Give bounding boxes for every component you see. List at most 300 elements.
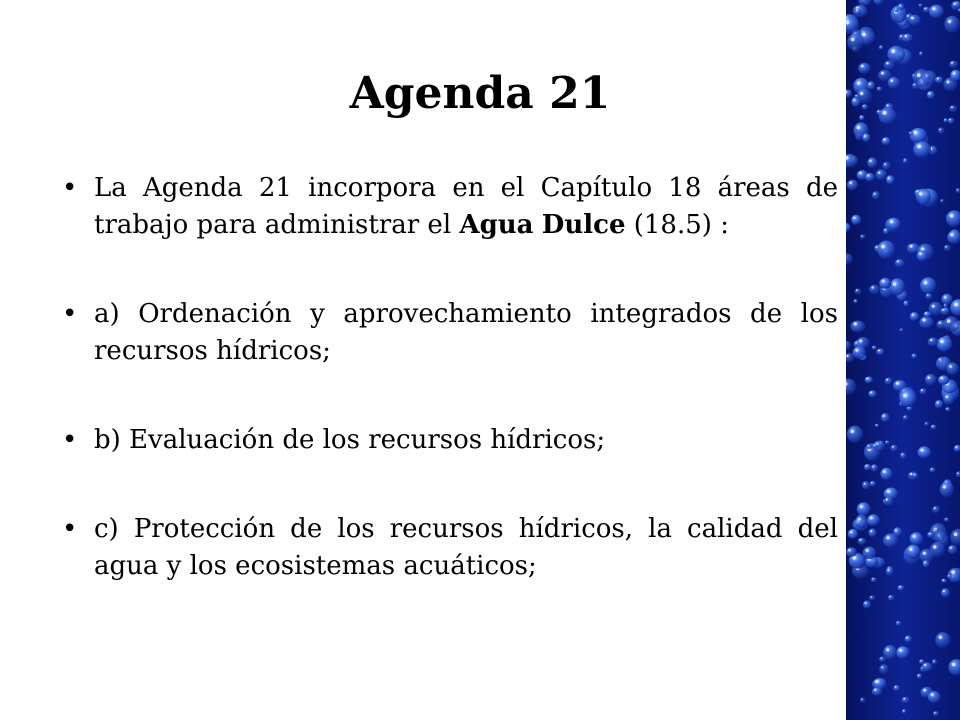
water-drop bbox=[925, 293, 932, 299]
water-drop bbox=[872, 687, 882, 696]
water-drop bbox=[944, 118, 948, 122]
water-drop-highlight bbox=[950, 214, 954, 218]
water-drop-highlight bbox=[866, 378, 868, 380]
water-drop bbox=[947, 362, 959, 375]
water-drop-highlight bbox=[883, 415, 885, 417]
water-drop-highlight bbox=[927, 294, 929, 296]
water-drop-highlight bbox=[930, 339, 932, 341]
water-drop bbox=[919, 316, 933, 329]
water-drop bbox=[848, 529, 858, 539]
water-drop bbox=[886, 568, 894, 576]
water-drop-highlight bbox=[875, 680, 878, 683]
water-drop-highlight bbox=[952, 663, 956, 667]
water-drop-highlight bbox=[866, 465, 868, 467]
list-item bbox=[60, 511, 838, 585]
list-item bbox=[60, 170, 838, 244]
water-drop bbox=[931, 425, 937, 430]
water-drop bbox=[858, 538, 867, 545]
bullet-list bbox=[60, 170, 838, 637]
water-drop-highlight bbox=[861, 235, 862, 236]
water-drop-highlight bbox=[957, 189, 958, 190]
water-drop bbox=[937, 337, 952, 352]
water-drop-highlight bbox=[900, 35, 902, 37]
water-drop-highlight bbox=[911, 17, 914, 20]
water-drop bbox=[866, 444, 872, 449]
water-drop-highlight bbox=[946, 396, 948, 398]
water-drop-highlight bbox=[920, 660, 921, 661]
water-drop bbox=[896, 646, 909, 659]
water-drop-highlight bbox=[934, 507, 936, 509]
water-drop bbox=[879, 278, 891, 289]
water-drop-highlight bbox=[934, 712, 935, 713]
water-drop bbox=[924, 311, 932, 317]
water-drop-highlight bbox=[935, 528, 936, 529]
water-drop bbox=[847, 426, 863, 443]
water-drop-highlight bbox=[851, 38, 855, 42]
water-drop bbox=[895, 259, 905, 267]
water-drop-highlight bbox=[948, 575, 949, 576]
bold-text: Agua bbox=[459, 210, 534, 240]
water-drop-highlight bbox=[848, 549, 850, 551]
water-drop-highlight bbox=[860, 505, 863, 508]
water-drop-highlight bbox=[878, 111, 879, 112]
water-drop-highlight bbox=[888, 177, 890, 179]
water-drop bbox=[879, 108, 897, 125]
water-drop-highlight bbox=[925, 423, 926, 424]
water-drop-highlight bbox=[881, 245, 885, 249]
water-drop-highlight bbox=[859, 539, 861, 541]
water-drop-highlight bbox=[849, 182, 851, 184]
water-drop bbox=[902, 697, 910, 704]
water-drop-highlight bbox=[914, 474, 915, 475]
water-drop-highlight bbox=[933, 661, 934, 662]
water-drop-highlight bbox=[954, 303, 958, 307]
water-drop bbox=[920, 388, 927, 394]
water-drop-highlight bbox=[906, 637, 908, 639]
water-drop bbox=[893, 685, 900, 691]
water-drop bbox=[932, 506, 940, 514]
water-drop-highlight bbox=[947, 319, 951, 323]
water-drop bbox=[890, 278, 905, 295]
water-drop-highlight bbox=[886, 499, 888, 501]
water-drop bbox=[942, 294, 953, 305]
water-drop-highlight bbox=[859, 339, 862, 342]
water-drop-highlight bbox=[873, 346, 874, 347]
water-drop-highlight bbox=[937, 78, 939, 80]
water-drop-highlight bbox=[948, 20, 951, 23]
water-drop bbox=[860, 698, 865, 703]
water-drop bbox=[911, 354, 917, 359]
water-drop bbox=[919, 52, 923, 56]
water-drop-highlight bbox=[853, 217, 855, 219]
water-drop-highlight bbox=[874, 689, 876, 691]
water-drop-highlight bbox=[880, 46, 881, 47]
water-drop bbox=[883, 533, 898, 547]
water-drop bbox=[941, 588, 950, 598]
water-drop bbox=[898, 3, 904, 10]
water-drop-highlight bbox=[945, 518, 946, 519]
water-drop bbox=[930, 467, 936, 472]
water-drop bbox=[927, 532, 934, 538]
water-drop bbox=[905, 636, 912, 643]
water-drop bbox=[847, 33, 863, 51]
water-drop-highlight bbox=[907, 15, 909, 17]
water-drop bbox=[879, 45, 884, 49]
water-drop-highlight bbox=[903, 710, 904, 711]
water-drop-highlight bbox=[872, 466, 874, 468]
water-drop-highlight bbox=[943, 579, 944, 580]
water-drop-highlight bbox=[955, 446, 957, 448]
water-drop-highlight bbox=[870, 392, 872, 394]
water-drop bbox=[868, 528, 876, 537]
water-drop-highlight bbox=[876, 246, 878, 248]
water-drop bbox=[864, 464, 872, 470]
water-drop-highlight bbox=[882, 111, 886, 115]
water-drop-highlight bbox=[886, 62, 888, 64]
water-drop bbox=[918, 446, 931, 458]
water-drop-highlight bbox=[925, 8, 927, 10]
water-drop bbox=[855, 8, 861, 15]
water-drop bbox=[935, 400, 943, 408]
water-drop bbox=[894, 8, 898, 12]
water-drop-highlight bbox=[862, 33, 866, 37]
water-drop-highlight bbox=[931, 693, 934, 696]
water-drop-highlight bbox=[945, 119, 946, 120]
water-drop-highlight bbox=[882, 280, 885, 283]
bullet-text: c) Protección de los recursos hídricos, la calidad del agua y los ecosistemas acuáticos; bbox=[94, 514, 838, 581]
water-drop-highlight bbox=[889, 596, 890, 597]
water-drop-highlight bbox=[899, 649, 902, 652]
bullet-icon: • bbox=[62, 173, 78, 203]
water-drop-highlight bbox=[943, 485, 946, 488]
water-drop-highlight bbox=[886, 648, 889, 651]
water-drop bbox=[863, 547, 876, 560]
water-drop-highlight bbox=[883, 139, 885, 141]
bullet-icon: • bbox=[62, 514, 78, 544]
water-drop bbox=[879, 664, 888, 674]
water-drop bbox=[940, 308, 949, 316]
water-drop-highlight bbox=[913, 535, 916, 538]
water-drop bbox=[846, 547, 857, 557]
water-drop-highlight bbox=[950, 233, 953, 236]
water-drop-highlight bbox=[945, 246, 947, 248]
water-drop bbox=[916, 189, 931, 205]
water-drop-highlight bbox=[865, 602, 867, 604]
water-drop bbox=[920, 277, 936, 294]
water-drop-highlight bbox=[919, 253, 921, 255]
water-drop-highlight bbox=[928, 93, 930, 95]
water-drop-highlight bbox=[897, 622, 898, 623]
water-drop-highlight bbox=[856, 290, 858, 292]
water-drop-highlight bbox=[951, 106, 953, 108]
water-drop-highlight bbox=[846, 355, 848, 357]
water-drop-highlight bbox=[874, 444, 875, 445]
water-drop-highlight bbox=[883, 471, 886, 474]
water-drop bbox=[863, 601, 871, 609]
water-drop-highlight bbox=[922, 318, 925, 321]
water-drop-highlight bbox=[899, 586, 900, 587]
water-drop bbox=[862, 133, 870, 142]
water-drop-highlight bbox=[905, 35, 907, 37]
water-drop-highlight bbox=[924, 664, 926, 666]
water-drop-highlight bbox=[893, 282, 896, 285]
water-drop-highlight bbox=[919, 192, 922, 195]
water-drop-highlight bbox=[946, 81, 949, 84]
water-drop-highlight bbox=[891, 49, 895, 53]
water-drop bbox=[867, 514, 880, 526]
water-drop-highlight bbox=[933, 545, 936, 548]
water-drop bbox=[944, 245, 951, 252]
water-drop bbox=[917, 674, 922, 679]
water-drop-highlight bbox=[890, 220, 893, 223]
water-drop bbox=[885, 440, 890, 445]
water-drop-highlight bbox=[946, 408, 947, 409]
bold-text: Dulce bbox=[541, 210, 626, 240]
water-drop-highlight bbox=[917, 73, 921, 77]
water-drop bbox=[913, 141, 931, 157]
water-drop-highlight bbox=[910, 245, 913, 248]
water-drop-highlight bbox=[905, 302, 906, 303]
water-drop bbox=[925, 374, 936, 385]
water-drop bbox=[877, 87, 883, 92]
water-drop bbox=[888, 595, 894, 601]
water-drop-highlight bbox=[903, 394, 907, 398]
water-drop-highlight bbox=[860, 92, 863, 95]
water-drop bbox=[869, 285, 880, 295]
water-drop bbox=[908, 15, 921, 26]
water-drop-highlight bbox=[923, 552, 926, 555]
water-drop bbox=[924, 422, 929, 426]
water-drop-highlight bbox=[869, 160, 871, 162]
water-drop-highlight bbox=[856, 95, 857, 96]
water-drop bbox=[947, 574, 952, 579]
water-drop-highlight bbox=[910, 473, 912, 475]
water-drop-highlight bbox=[881, 72, 884, 75]
water-drop bbox=[855, 515, 867, 528]
water-drop-highlight bbox=[887, 105, 889, 107]
water-drop bbox=[870, 481, 876, 487]
water-drop-highlight bbox=[904, 159, 905, 160]
water-drop-highlight bbox=[886, 441, 887, 442]
water-drop bbox=[910, 128, 927, 143]
water-drop-highlight bbox=[864, 483, 866, 485]
water-drop-highlight bbox=[909, 548, 912, 551]
water-drop bbox=[903, 301, 909, 307]
water-drop bbox=[927, 91, 935, 99]
water-drop bbox=[851, 321, 866, 333]
water-drop bbox=[882, 137, 891, 145]
water-drop-highlight bbox=[876, 424, 877, 425]
water-drop bbox=[900, 452, 906, 458]
water-drop-highlight bbox=[901, 454, 902, 455]
water-drop-highlight bbox=[871, 482, 872, 483]
water-drop-highlight bbox=[924, 562, 926, 564]
water-drop bbox=[910, 532, 923, 545]
water-drop-highlight bbox=[897, 260, 899, 262]
water-drop-highlight bbox=[940, 377, 942, 379]
water-drop-highlight bbox=[878, 87, 879, 88]
water-drop-highlight bbox=[870, 530, 872, 532]
water-drop bbox=[949, 61, 958, 68]
water-drop bbox=[949, 105, 957, 112]
water-drop-highlight bbox=[886, 536, 889, 539]
water-drop bbox=[948, 118, 955, 124]
water-drop-highlight bbox=[856, 10, 857, 11]
water-drop bbox=[903, 158, 908, 164]
water-drop bbox=[887, 218, 900, 231]
list-item bbox=[60, 296, 838, 370]
water-drop-highlight bbox=[861, 699, 862, 700]
water-drop bbox=[919, 4, 923, 8]
water-drop-highlight bbox=[910, 132, 911, 133]
water-drop bbox=[943, 393, 954, 405]
water-drop bbox=[941, 579, 946, 583]
water-drop-highlight bbox=[925, 312, 927, 314]
water-drop bbox=[910, 312, 919, 321]
water-drop bbox=[917, 250, 928, 261]
water-drop-highlight bbox=[868, 445, 869, 446]
water-drop-highlight bbox=[878, 350, 880, 352]
water-drop-highlight bbox=[937, 402, 939, 404]
water-drop bbox=[945, 407, 950, 411]
water-drop bbox=[879, 656, 886, 662]
water-drop-highlight bbox=[872, 578, 873, 579]
water-drop-highlight bbox=[895, 686, 896, 687]
water-drop-highlight bbox=[857, 126, 860, 129]
bullet-icon: • bbox=[62, 425, 78, 455]
water-drop bbox=[854, 288, 861, 295]
water-drop bbox=[944, 518, 949, 522]
water-drop-highlight bbox=[912, 314, 914, 316]
water-drop bbox=[883, 645, 897, 659]
water-drop bbox=[858, 63, 870, 74]
bullet-text: a) Ordenación y aprovechamiento integrados de los recursos hídricos; bbox=[94, 299, 838, 366]
water-drop-highlight bbox=[866, 549, 869, 552]
water-drop-highlight bbox=[903, 698, 905, 700]
water-drop bbox=[940, 482, 954, 497]
water-drop-highlight bbox=[953, 3, 955, 5]
water-drop bbox=[854, 299, 858, 303]
water-drop bbox=[896, 621, 901, 626]
water-drop bbox=[880, 468, 892, 480]
water-drop-highlight bbox=[861, 65, 864, 68]
water-drop-highlight bbox=[941, 200, 942, 201]
water-drop bbox=[943, 316, 959, 331]
water-drop bbox=[906, 545, 920, 560]
water-drop bbox=[933, 711, 939, 716]
list-item bbox=[60, 422, 838, 459]
water-drop bbox=[943, 304, 947, 309]
water-drop-highlight bbox=[881, 658, 882, 659]
water-drop-highlight bbox=[918, 675, 919, 676]
water-drop bbox=[876, 349, 884, 356]
water-drop bbox=[860, 234, 866, 239]
water-drop-highlight bbox=[887, 490, 890, 493]
water-drop-highlight bbox=[867, 174, 869, 176]
water-drop bbox=[865, 377, 873, 384]
water-drop bbox=[865, 173, 875, 182]
water-drop bbox=[872, 191, 880, 199]
water-drop bbox=[919, 659, 924, 664]
water-drop-highlight bbox=[924, 281, 928, 285]
water-drop-highlight bbox=[919, 4, 920, 5]
water-drop-highlight bbox=[932, 7, 935, 10]
water-drop bbox=[881, 413, 890, 422]
water-drop-highlight bbox=[942, 309, 944, 311]
water-drop bbox=[900, 390, 917, 407]
water-drop bbox=[932, 659, 937, 664]
water-drop bbox=[871, 464, 878, 472]
water-drops-panel bbox=[846, 0, 960, 720]
water-drop bbox=[877, 241, 895, 259]
water-drop bbox=[888, 77, 900, 89]
water-drop bbox=[847, 180, 858, 191]
water-drop bbox=[886, 175, 894, 184]
water-drop bbox=[902, 34, 912, 43]
water-drop bbox=[862, 481, 870, 489]
water-drop-highlight bbox=[954, 533, 958, 537]
water-drop-highlight bbox=[953, 72, 955, 74]
water-drop-highlight bbox=[932, 305, 935, 308]
water-drop-highlight bbox=[900, 329, 901, 330]
water-drop-highlight bbox=[859, 172, 861, 174]
water-drop bbox=[857, 89, 872, 104]
water-drop-highlight bbox=[896, 382, 899, 385]
water-drop bbox=[853, 346, 866, 359]
water-drop-highlight bbox=[870, 596, 871, 597]
water-drop bbox=[851, 215, 861, 225]
water-drop-highlight bbox=[884, 229, 885, 230]
water-drop-highlight bbox=[944, 296, 946, 298]
water-drop-highlight bbox=[951, 570, 955, 574]
water-drop-highlight bbox=[863, 105, 864, 106]
water-drop-highlight bbox=[913, 355, 914, 356]
water-drop-highlight bbox=[884, 164, 886, 166]
water-drop bbox=[928, 337, 939, 346]
water-drop-highlight bbox=[951, 62, 953, 64]
water-drop-highlight bbox=[949, 365, 952, 368]
water-drop-highlight bbox=[860, 116, 861, 117]
water-drop bbox=[890, 445, 898, 452]
water-drop bbox=[948, 545, 958, 554]
water-drop bbox=[885, 377, 893, 384]
water-drop-highlight bbox=[853, 99, 855, 101]
water-drop bbox=[922, 662, 933, 671]
water-drop bbox=[913, 69, 931, 88]
water-drop-highlight bbox=[857, 82, 860, 85]
water-drop-highlight bbox=[881, 667, 883, 669]
water-drop bbox=[869, 595, 875, 600]
water-drop bbox=[935, 632, 950, 648]
water-drop-highlight bbox=[892, 446, 894, 448]
bullet-text: b) Evaluación de los recursos hídricos; bbox=[94, 425, 606, 455]
water-drop-highlight bbox=[858, 518, 861, 521]
bullet-icon: • bbox=[62, 299, 78, 329]
water-drop bbox=[902, 709, 906, 713]
water-drop-highlight bbox=[869, 83, 871, 85]
page-title: Agenda 21 bbox=[349, 68, 611, 119]
water-drop-highlight bbox=[940, 340, 943, 343]
water-drop bbox=[912, 473, 918, 478]
water-drop-highlight bbox=[914, 131, 918, 135]
water-drop-highlight bbox=[920, 52, 921, 53]
water-drop-highlight bbox=[904, 416, 905, 417]
water-drop-highlight bbox=[949, 119, 950, 120]
water-drop bbox=[872, 346, 877, 350]
water-drop bbox=[934, 527, 939, 531]
water-drop bbox=[876, 169, 887, 180]
water-drop-highlight bbox=[886, 379, 888, 381]
